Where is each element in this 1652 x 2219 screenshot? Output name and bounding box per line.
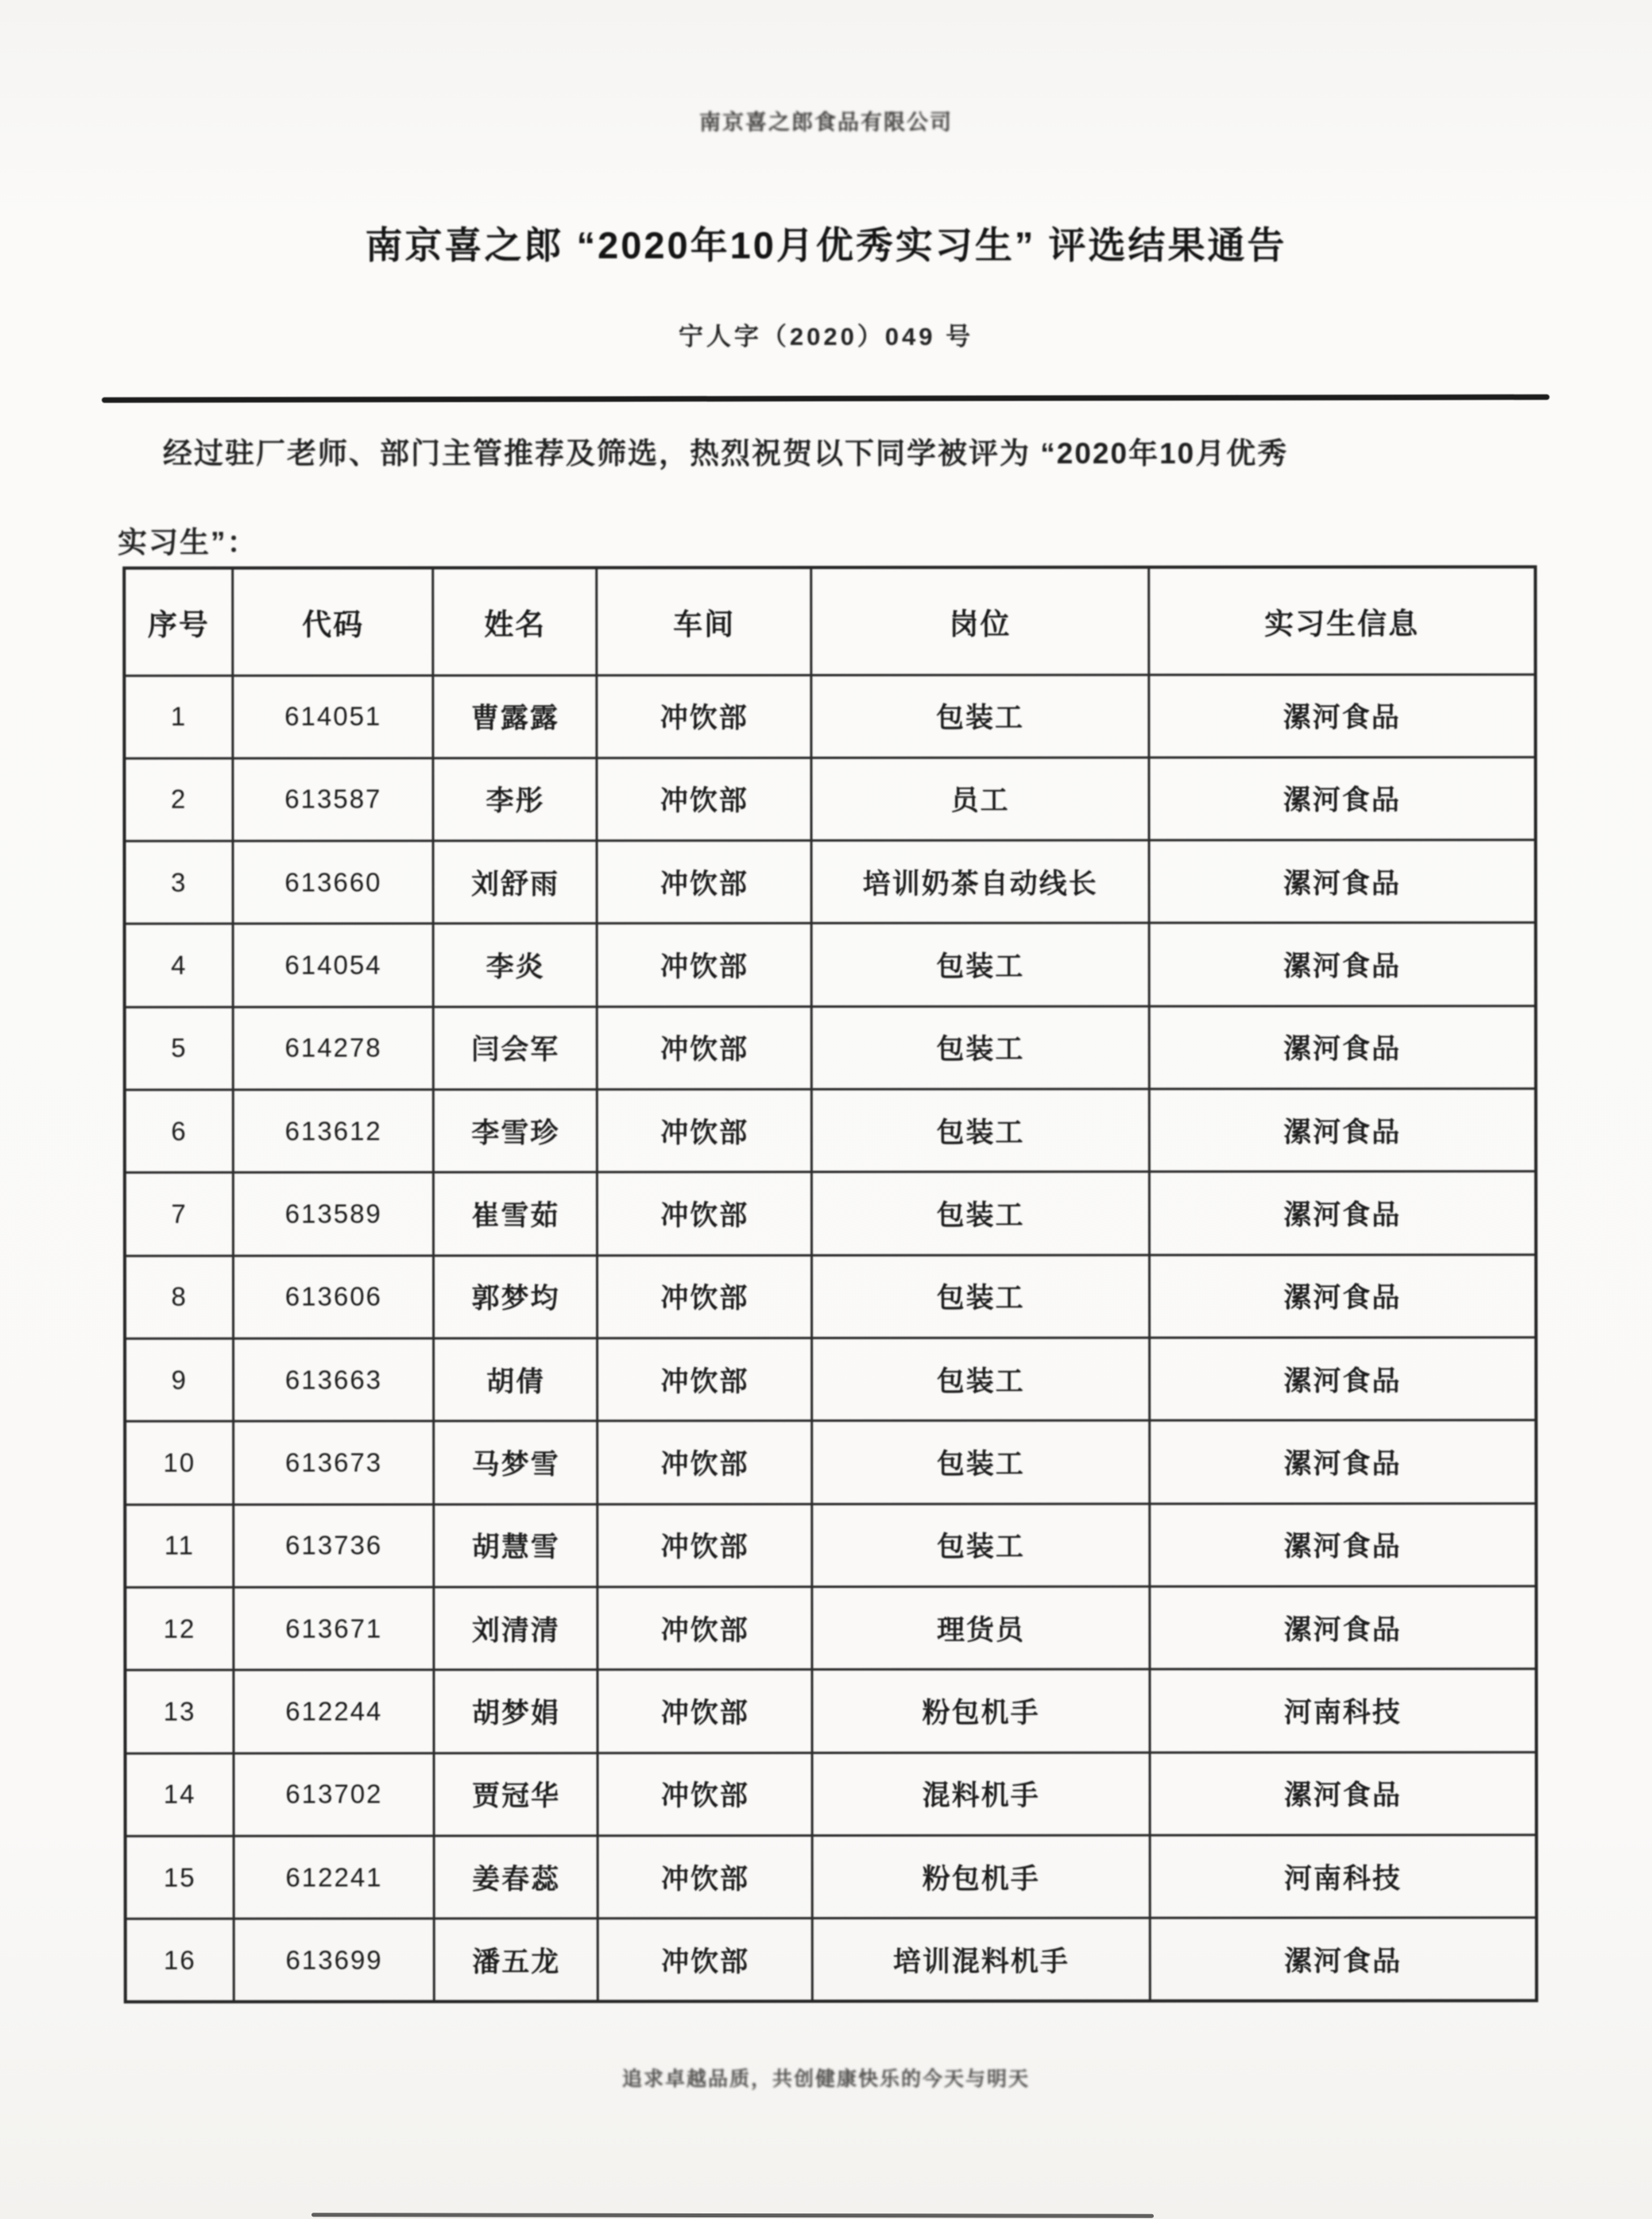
cell-workshop: 冲饮部	[598, 924, 812, 1007]
cell-code: 613612	[234, 1090, 434, 1173]
table-head	[124, 567, 1535, 676]
cell-position: 包装工	[812, 1089, 1150, 1172]
cell-code: 614278	[233, 1007, 433, 1090]
table-row	[125, 1171, 1536, 1256]
cell-position: 包装工	[812, 1504, 1150, 1587]
cell-name: 闫会军	[434, 1007, 598, 1090]
cell-workshop: 冲饮部	[598, 1172, 812, 1256]
table-row	[126, 1752, 1537, 1836]
cell-intern-info: 漯河食品	[1149, 923, 1536, 1006]
table-row	[125, 1005, 1536, 1090]
cell-index: 16	[126, 1919, 234, 2001]
cell-workshop: 冲饮部	[598, 1586, 812, 1670]
cell-index: 4	[125, 924, 234, 1007]
cell-intern-info: 河南科技	[1150, 1835, 1537, 1919]
cell-intern-info: 漯河食品	[1149, 674, 1536, 757]
column-header-position: 岗位	[811, 567, 1149, 675]
cell-name: 潘五龙	[435, 1919, 598, 2001]
cell-code: 614051	[233, 675, 433, 758]
cell-workshop: 冲饮部	[597, 841, 811, 924]
cell-index: 12	[125, 1587, 234, 1670]
cell-intern-info: 漯河食品	[1149, 840, 1536, 924]
footer-slogan: 追求卓越品质，共创健康快乐的今天与明天	[621, 2068, 1030, 2090]
cell-position: 包装工	[812, 1338, 1150, 1421]
table-row	[126, 1835, 1537, 1919]
intro-line-1: 经过驻厂老师、部门主管推荐及筛选，热烈祝贺以下同学被评为 “2020年10月优秀	[163, 437, 1289, 470]
cell-index: 2	[124, 758, 233, 841]
cell-position: 员工	[811, 757, 1149, 841]
table-row	[124, 674, 1535, 758]
cell-name: 李彤	[433, 758, 597, 841]
cell-position: 包装工	[812, 1255, 1150, 1338]
cell-index: 15	[126, 1836, 234, 1919]
cell-index: 14	[126, 1753, 234, 1836]
cell-code: 613663	[234, 1338, 434, 1422]
table-row	[125, 1420, 1536, 1505]
cell-intern-info: 漯河食品	[1149, 757, 1536, 841]
cell-name: 胡慧雪	[434, 1504, 598, 1586]
cell-workshop: 冲饮部	[598, 1752, 812, 1836]
cell-position: 粉包机手	[812, 1669, 1150, 1752]
cell-name: 李雪珍	[434, 1090, 598, 1172]
table-row	[125, 1338, 1536, 1422]
horizontal-rule	[102, 394, 1549, 403]
table-row	[125, 923, 1536, 1007]
cell-name: 胡倩	[434, 1338, 598, 1421]
cell-intern-info: 漯河食品	[1149, 1338, 1536, 1421]
cell-position: 粉包机手	[812, 1835, 1150, 1919]
cell-name: 曹露露	[433, 675, 597, 757]
interns-table	[122, 565, 1538, 2004]
table-row	[125, 1089, 1536, 1173]
cell-position: 包装工	[812, 1006, 1150, 1090]
cell-position: 包装工	[811, 924, 1149, 1007]
cell-code: 613587	[233, 758, 433, 842]
table-row	[125, 1503, 1536, 1587]
cell-workshop: 冲饮部	[598, 1006, 812, 1090]
cell-code: 613671	[234, 1587, 434, 1671]
cell-intern-info: 漯河食品	[1150, 1586, 1537, 1670]
cell-index: 1	[124, 676, 233, 758]
cell-name: 胡梦娟	[434, 1670, 598, 1752]
cell-intern-info: 漯河食品	[1149, 1420, 1536, 1504]
cell-code: 612241	[234, 1836, 434, 1919]
cell-name: 崔雪茹	[434, 1172, 598, 1255]
cell-name: 郭梦均	[434, 1255, 598, 1338]
cell-position: 培训奶茶自动线长	[811, 840, 1149, 924]
cell-code: 613736	[234, 1505, 434, 1588]
document-number: 宁人字（2020）049 号	[678, 323, 974, 350]
cell-code: 613589	[234, 1172, 434, 1256]
cell-index: 13	[125, 1670, 234, 1752]
cell-code: 612244	[234, 1670, 434, 1753]
cell-intern-info: 河南科技	[1150, 1669, 1537, 1752]
cell-code: 613699	[234, 1919, 434, 2002]
cell-position: 包装工	[812, 1420, 1150, 1504]
cell-code: 613606	[234, 1256, 434, 1339]
cell-position: 培训混料机手	[813, 1918, 1151, 2001]
cell-position: 理货员	[812, 1586, 1150, 1670]
cell-name: 李炎	[434, 924, 598, 1006]
cell-name: 刘舒雨	[433, 841, 597, 924]
column-header-intern-info: 实习生信息	[1149, 567, 1536, 674]
column-header-code: 代码	[233, 567, 433, 675]
cell-index: 6	[125, 1090, 234, 1172]
intro-line-2: 实习生”：	[118, 526, 258, 559]
company-header: 南京喜之郎食品有限公司	[699, 110, 953, 134]
cell-workshop: 冲饮部	[598, 1919, 813, 2002]
cell-index: 5	[125, 1007, 234, 1090]
cell-index: 3	[125, 841, 234, 924]
cell-position: 混料机手	[812, 1752, 1150, 1836]
column-header-name: 姓名	[433, 567, 597, 675]
cell-intern-info: 漯河食品	[1150, 1503, 1537, 1586]
table-row	[125, 1669, 1536, 1753]
table-row	[125, 1254, 1536, 1338]
table-row	[125, 840, 1536, 924]
table-row	[126, 1918, 1537, 2002]
cell-workshop: 冲饮部	[597, 675, 811, 758]
cell-intern-info: 漯河食品	[1149, 1254, 1536, 1338]
cell-workshop: 冲饮部	[598, 1835, 813, 1919]
cell-workshop: 冲饮部	[598, 1338, 812, 1422]
column-header-index: 序号	[124, 568, 233, 676]
cell-workshop: 冲饮部	[598, 1421, 812, 1505]
cell-intern-info: 漯河食品	[1149, 1005, 1536, 1089]
cell-code: 613660	[233, 841, 433, 924]
table-row	[124, 757, 1535, 842]
cell-intern-info: 漯河食品	[1150, 1918, 1537, 2001]
cell-name: 马梦雪	[434, 1421, 598, 1504]
cell-workshop: 冲饮部	[598, 1090, 812, 1173]
cell-workshop: 冲饮部	[597, 757, 811, 841]
cell-code: 613702	[234, 1752, 434, 1836]
cell-position: 包装工	[811, 675, 1149, 758]
page-title: 南京喜之郎 “2020年10月优秀实习生” 评选结果通告	[365, 224, 1287, 266]
cell-name: 贾冠华	[434, 1752, 598, 1835]
cell-index: 11	[125, 1505, 234, 1587]
cell-index: 8	[125, 1256, 234, 1338]
cell-intern-info: 漯河食品	[1149, 1171, 1536, 1255]
column-header-workshop: 车间	[597, 567, 811, 675]
table-body	[124, 674, 1536, 2002]
cell-name: 姜春蕊	[435, 1836, 598, 1919]
cell-workshop: 冲饮部	[598, 1255, 812, 1338]
cell-code: 614054	[233, 924, 433, 1007]
cell-index: 7	[125, 1173, 234, 1256]
intro-paragraph	[118, 429, 1540, 561]
cell-index: 9	[125, 1338, 234, 1421]
cell-name: 刘清清	[434, 1587, 598, 1670]
table-header-row	[124, 567, 1535, 676]
cell-intern-info: 漯河食品	[1150, 1752, 1537, 1835]
cell-code: 613673	[234, 1421, 434, 1505]
cell-index: 10	[125, 1421, 234, 1504]
cell-position: 包装工	[812, 1172, 1150, 1256]
cell-intern-info: 漯河食品	[1149, 1089, 1536, 1172]
cell-workshop: 冲饮部	[598, 1670, 812, 1753]
table-row	[125, 1586, 1536, 1671]
cell-workshop: 冲饮部	[598, 1504, 812, 1587]
